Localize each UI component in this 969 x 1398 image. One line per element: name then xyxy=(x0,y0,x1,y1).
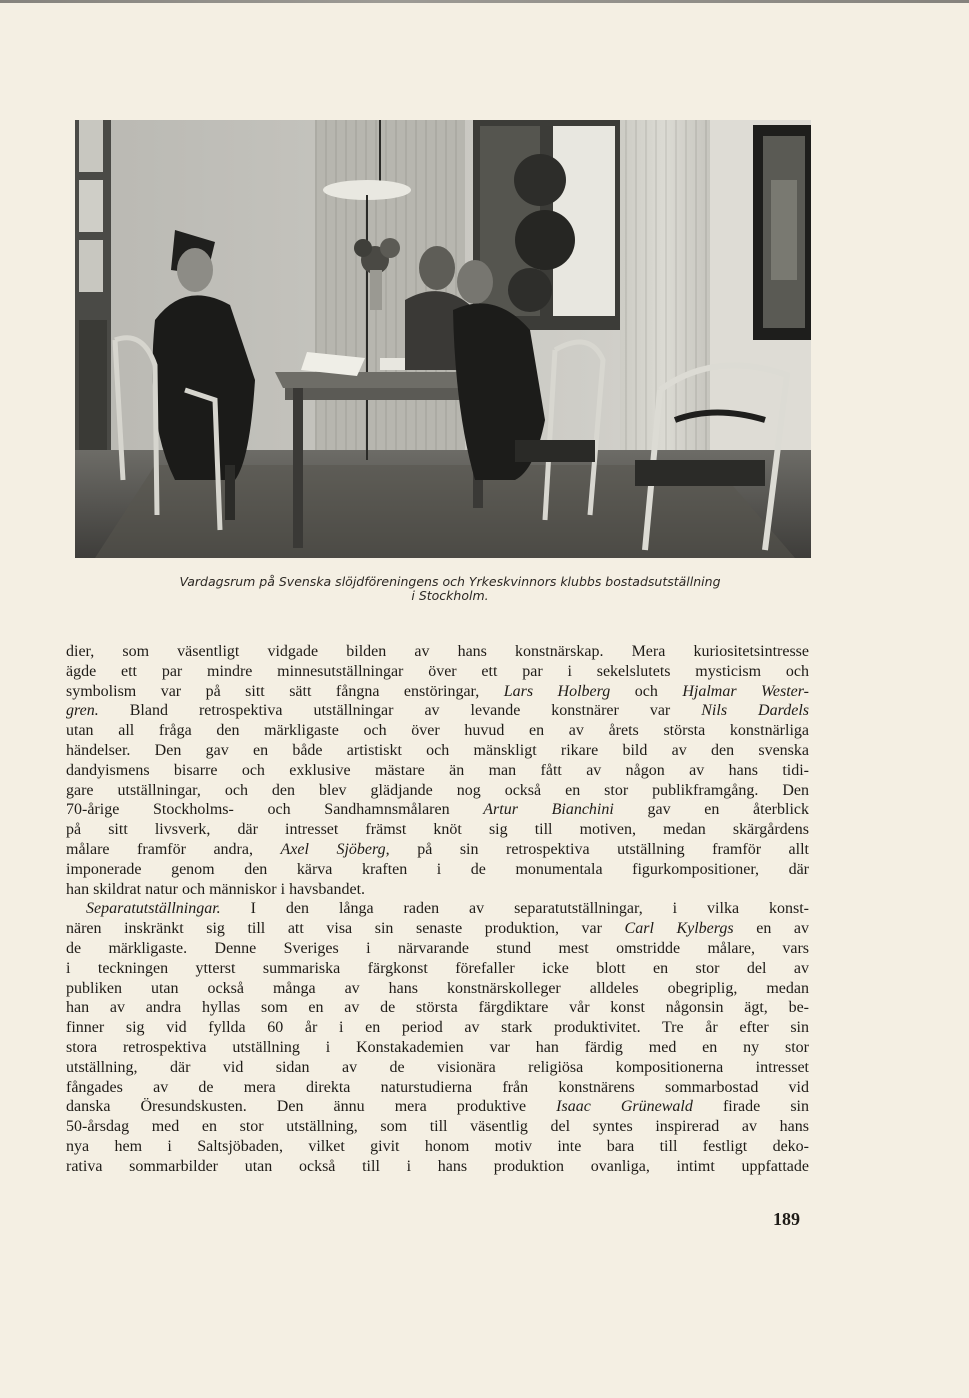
text-line xyxy=(66,781,809,801)
text-run: utställning, där vid sidan av de visionära religiösa kompositionerna intresset xyxy=(66,1058,809,1076)
text-line xyxy=(66,1097,809,1117)
italic-name: Isaac Grünewald xyxy=(556,1098,693,1116)
text-line xyxy=(66,880,809,900)
text-line xyxy=(66,1038,809,1058)
photograph-illustration xyxy=(75,120,811,558)
text-run: nya hem i Saltsjöbaden, vilket givit honom motiv inte bara till festligt deko- xyxy=(66,1137,809,1155)
text-line xyxy=(66,998,809,1018)
text-run: målare framför andra, xyxy=(66,840,281,858)
text-run: fångades av de mera direkta naturstudierna från konstnärens sommarbostad vid xyxy=(66,1078,809,1096)
text-line xyxy=(66,682,809,702)
text-line xyxy=(66,1018,809,1038)
text-run: Bland retrospektiva utställningar av levande konstnärer var xyxy=(98,702,702,720)
text-run: dier, som väsentligt vidgade bilden av hans konstnärskap. Mera kuriositetsintresse xyxy=(66,643,809,660)
text-run: han av andra hyllas som en av de största färgdiktare vår konst någonsin ägt, be- xyxy=(66,999,809,1017)
caption-line-1: Vardagsrum på Svenska slöjdföreningens och Yrkeskvinnors klubbs bostadsutställning xyxy=(179,574,721,589)
text-run: imponerade genom den kärva kraften i de monumentala figurkompositioner, där xyxy=(66,860,809,878)
text-run: en av xyxy=(733,920,810,938)
text-line xyxy=(66,642,809,662)
text-run: utan all fråga den märkligaste och över huvud en av årets största konstnärliga xyxy=(66,722,809,740)
text-run: dandyismens bisarre och exklusive mästare än man fått av någon av hans tidi- xyxy=(66,761,809,779)
text-line xyxy=(66,1058,809,1078)
text-run: ägde ett par mindre minnesutställningar över ett par i sekelslutets mysticism och xyxy=(66,662,809,680)
text-line xyxy=(66,820,809,840)
text-run: i teckningen ytterst summariska färgkonst förefaller icke blott en stor del av xyxy=(66,959,809,977)
living-room-photograph xyxy=(75,120,811,558)
text-run: händelser. Den gav en både artistiskt och mänskligt rikare bild av den svenska xyxy=(66,741,809,759)
text-run: I den långa raden av separatutställningar, i vilka konst- xyxy=(220,900,809,918)
text-run: firade sin xyxy=(692,1098,809,1116)
caption-line-2: i Stockholm. xyxy=(411,588,489,603)
text-run: han skildrat natur och människor i havsbandet. xyxy=(66,880,366,898)
text-line xyxy=(66,919,809,939)
italic-name: Artur Bianchini xyxy=(483,801,614,819)
italic-name: Separatutställningar. xyxy=(86,900,221,918)
text-line xyxy=(66,721,809,741)
text-run: 50-årsdag med en stor utställning, som till väsentlig del syntes inspirerad av hans xyxy=(66,1118,809,1136)
text-run: nären inskränkt sig till att visa sin senaste produktion, var xyxy=(66,920,625,938)
text-line xyxy=(66,761,809,781)
text-line xyxy=(66,1117,809,1137)
text-line xyxy=(66,860,809,880)
text-line xyxy=(66,1137,809,1157)
text-run: 70-årige Stockholms- och Sandhamnsmålaren xyxy=(66,801,484,819)
text-line xyxy=(66,899,809,919)
text-run: gav en återblick xyxy=(613,801,810,819)
paragraph-1 xyxy=(66,642,809,899)
text-line xyxy=(66,959,809,979)
top-edge-line xyxy=(0,0,969,3)
text-run: på sitt livsverk, där intresset främst knöt sig till motiven, medan skärgårdens xyxy=(66,821,809,839)
text-line xyxy=(66,741,809,761)
text-run: danska Öresundskusten. Den ännu mera produktive xyxy=(66,1098,557,1116)
text-run: rativa sommarbilder utan också till i hans produktion ovanliga, intimt uppfattade xyxy=(66,1157,809,1175)
text-line xyxy=(66,939,809,959)
text-run: symbolism var på sitt sätt fångna enstöringar, xyxy=(66,682,504,700)
text-run: och xyxy=(610,682,683,700)
page-number: 189 xyxy=(773,1209,800,1229)
body-text xyxy=(66,642,809,1177)
text-line xyxy=(66,1157,809,1177)
italic-name: Hjalmar Wester- xyxy=(682,682,809,700)
text-run: publiken utan också många av hans konstnärskolleger alldeles obegriplig, medan xyxy=(66,979,809,997)
text-line xyxy=(66,1078,809,1098)
italic-name: gren. xyxy=(66,702,99,720)
text-run: på sin retrospektiva utställning framför allt xyxy=(389,840,809,858)
italic-name: Axel Sjöberg, xyxy=(280,840,390,858)
italic-name: Carl Kylbergs xyxy=(624,920,734,938)
text-run: gare utställningar, och den blev glädjande nog också en stor publikframgång. Den xyxy=(66,781,809,799)
text-line xyxy=(66,701,809,721)
text-run: stora retrospektiva utställning i Konstakademien var han färdig med en ny stor xyxy=(66,1038,809,1056)
italic-name: Nils Dardels xyxy=(701,702,809,720)
text-line xyxy=(66,840,809,860)
italic-name: Lars Holberg xyxy=(503,682,611,700)
photo-caption xyxy=(100,575,800,603)
text-line xyxy=(66,800,809,820)
text-run: de märkligaste. Denne Sveriges i närvarande stund mest omstridde målare, vars xyxy=(66,939,809,957)
text-line xyxy=(66,979,809,999)
text-line xyxy=(66,662,809,682)
text-run: finner sig vid fyllda 60 år i en period av stark produktivitet. Tre år efter sin xyxy=(66,1019,809,1037)
paragraph-2 xyxy=(66,899,809,1176)
